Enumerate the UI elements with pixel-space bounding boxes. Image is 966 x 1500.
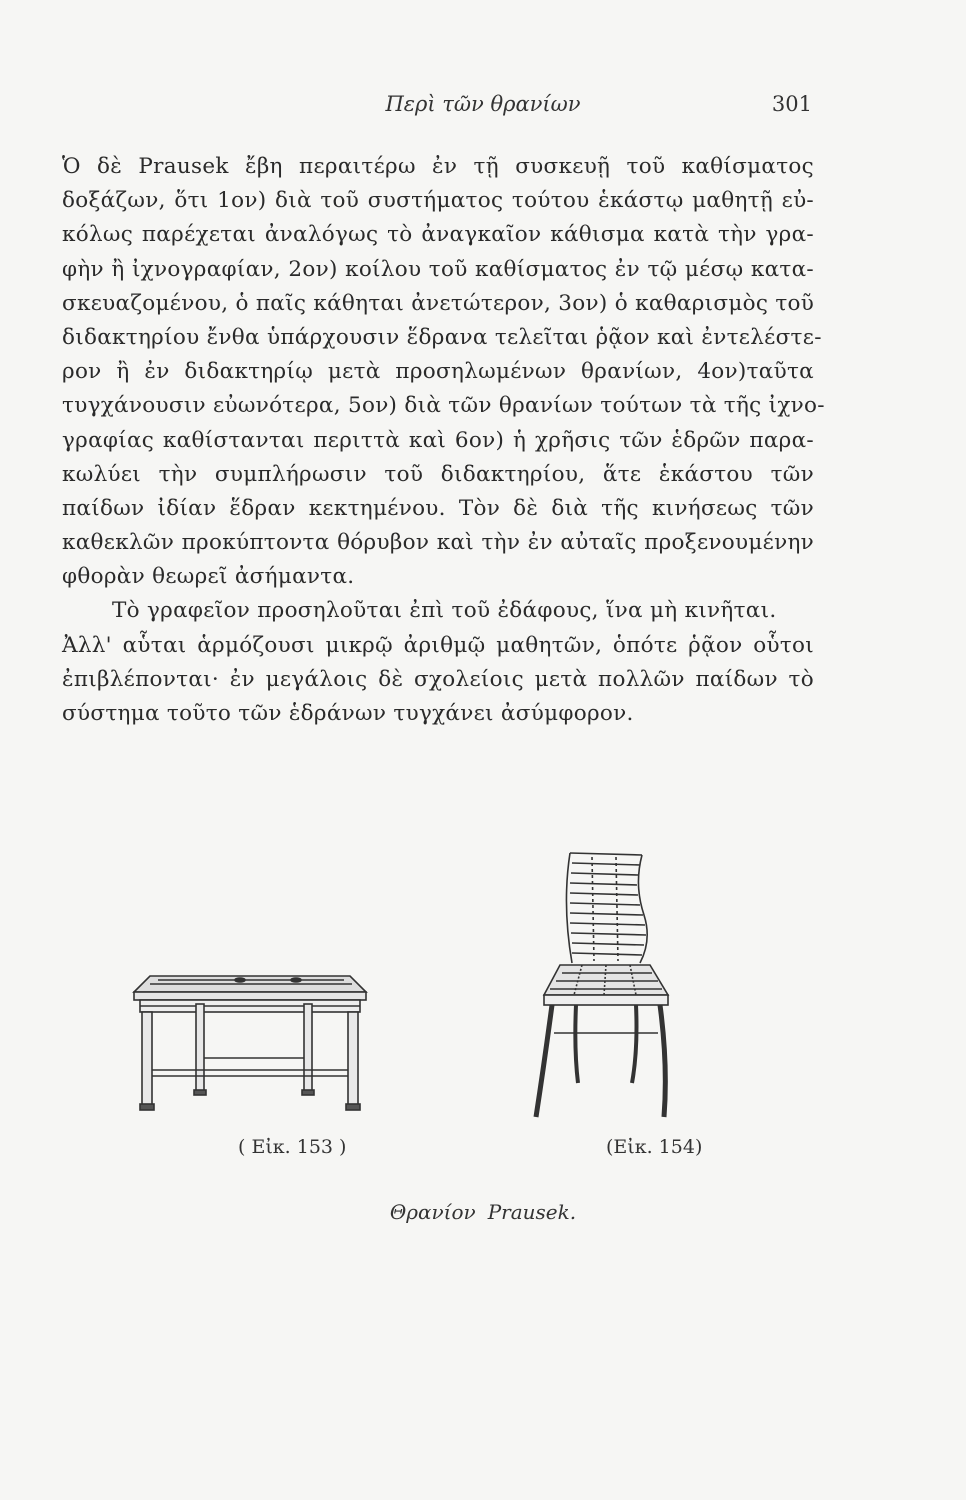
running-title: Περὶ τῶν θρανίων (385, 92, 581, 116)
figure-153-caption: ( Εἰκ. 153 ) (238, 1136, 347, 1158)
text-line: καθεκλῶν προκύπτοντα θόρυβον καὶ τὴν ἐν αὐταῖς προξενουμένην (62, 530, 814, 556)
caption-greek: Θρανίον (389, 1200, 476, 1224)
text-line: γραφίας καθίστανται περιττὰ καὶ 6ον) ἡ χρῆσις τῶν ἑδρῶν παρα- (62, 427, 814, 453)
text-line: παίδων ἰδίαν ἕδραν κεκτημένου. Τὸν δὲ διὰ τῆς κινήσεως τῶν (62, 495, 814, 521)
text-line: ἐπιβλέπονται· ἐν μεγάλοις δὲ σχολείοις μετὰ πολλῶν παίδων τὸ (62, 666, 814, 692)
text-line: κόλως παρέχεται ἀναλόγως τὸ ἀναγκαῖον κάθισμα κατὰ τὴν γρα- (62, 222, 814, 248)
text-line: κωλύει τὴν συμπλήρωσιν τοῦ διδακτηρίου, ἅτε ἑκάστου τῶν (62, 461, 814, 487)
text-line: φθορὰν θεωρεῖ ἀσήμαντα. (62, 564, 355, 590)
desk-illustration (128, 958, 372, 1118)
text-line: σύστημα τοῦτο τῶν ἑδράνων τυγχάνει ἀσύμφορον. (62, 701, 634, 726)
text-line: δοξάζων, ὅτι 1ον) διὰ τοῦ συστήματος τούτου ἑκάστῳ μαθητῇ εὐ- (62, 188, 814, 214)
caption-name: Prausek. (487, 1200, 577, 1224)
text-line: διδακτηρίου ἔνθα ὑπάρχουσιν ἕδρανα τελεῖται ῥᾷον καὶ ἐντελέστε- (62, 324, 822, 350)
text-line: Τὸ γραφεῖον προσηλοῦται ἐπὶ τοῦ ἐδάφους, ἵνα μὴ κινῆται. (112, 598, 777, 624)
figure-154-caption: (Εἰκ. 154) (606, 1136, 703, 1158)
text-line: ρον ἢ ἐν διδακτηρίῳ μετὰ προσηλωμένων θρανίων, 4ον)ταῦτα (62, 359, 814, 385)
text-line: σκευαζομένου, ὁ παῖς κάθηται ἀνετώτερον, 3ον) ὁ καθαρισμὸς τοῦ (62, 290, 815, 316)
text-line: φὴν ἢ ἰχνογραφίαν, 2ον) κοίλου τοῦ καθίσματος ἐν τῷ μέσῳ κατα- (62, 256, 814, 282)
text-line: τυγχάνουσιν εὐωνότερα, 5ον) διὰ τῶν θρανίων τούτων τὰ τῆς ἰχνο- (62, 393, 825, 419)
text-line: Ἀλλ' αὗται ἁρμόζουσι μικρῷ ἀριθμῷ μαθητῶν, ὁπότε ῥᾷον οὗτοι (62, 632, 814, 658)
body-text (62, 150, 825, 731)
page-number: 301 (771, 92, 812, 116)
text-line: Ὁ δὲ Prausek ἔβη περαιτέρω ἐν τῇ συσκευῇ τοῦ καθίσματος (62, 154, 814, 179)
figures-caption (0, 1200, 966, 1224)
chair-illustration (532, 845, 672, 1125)
